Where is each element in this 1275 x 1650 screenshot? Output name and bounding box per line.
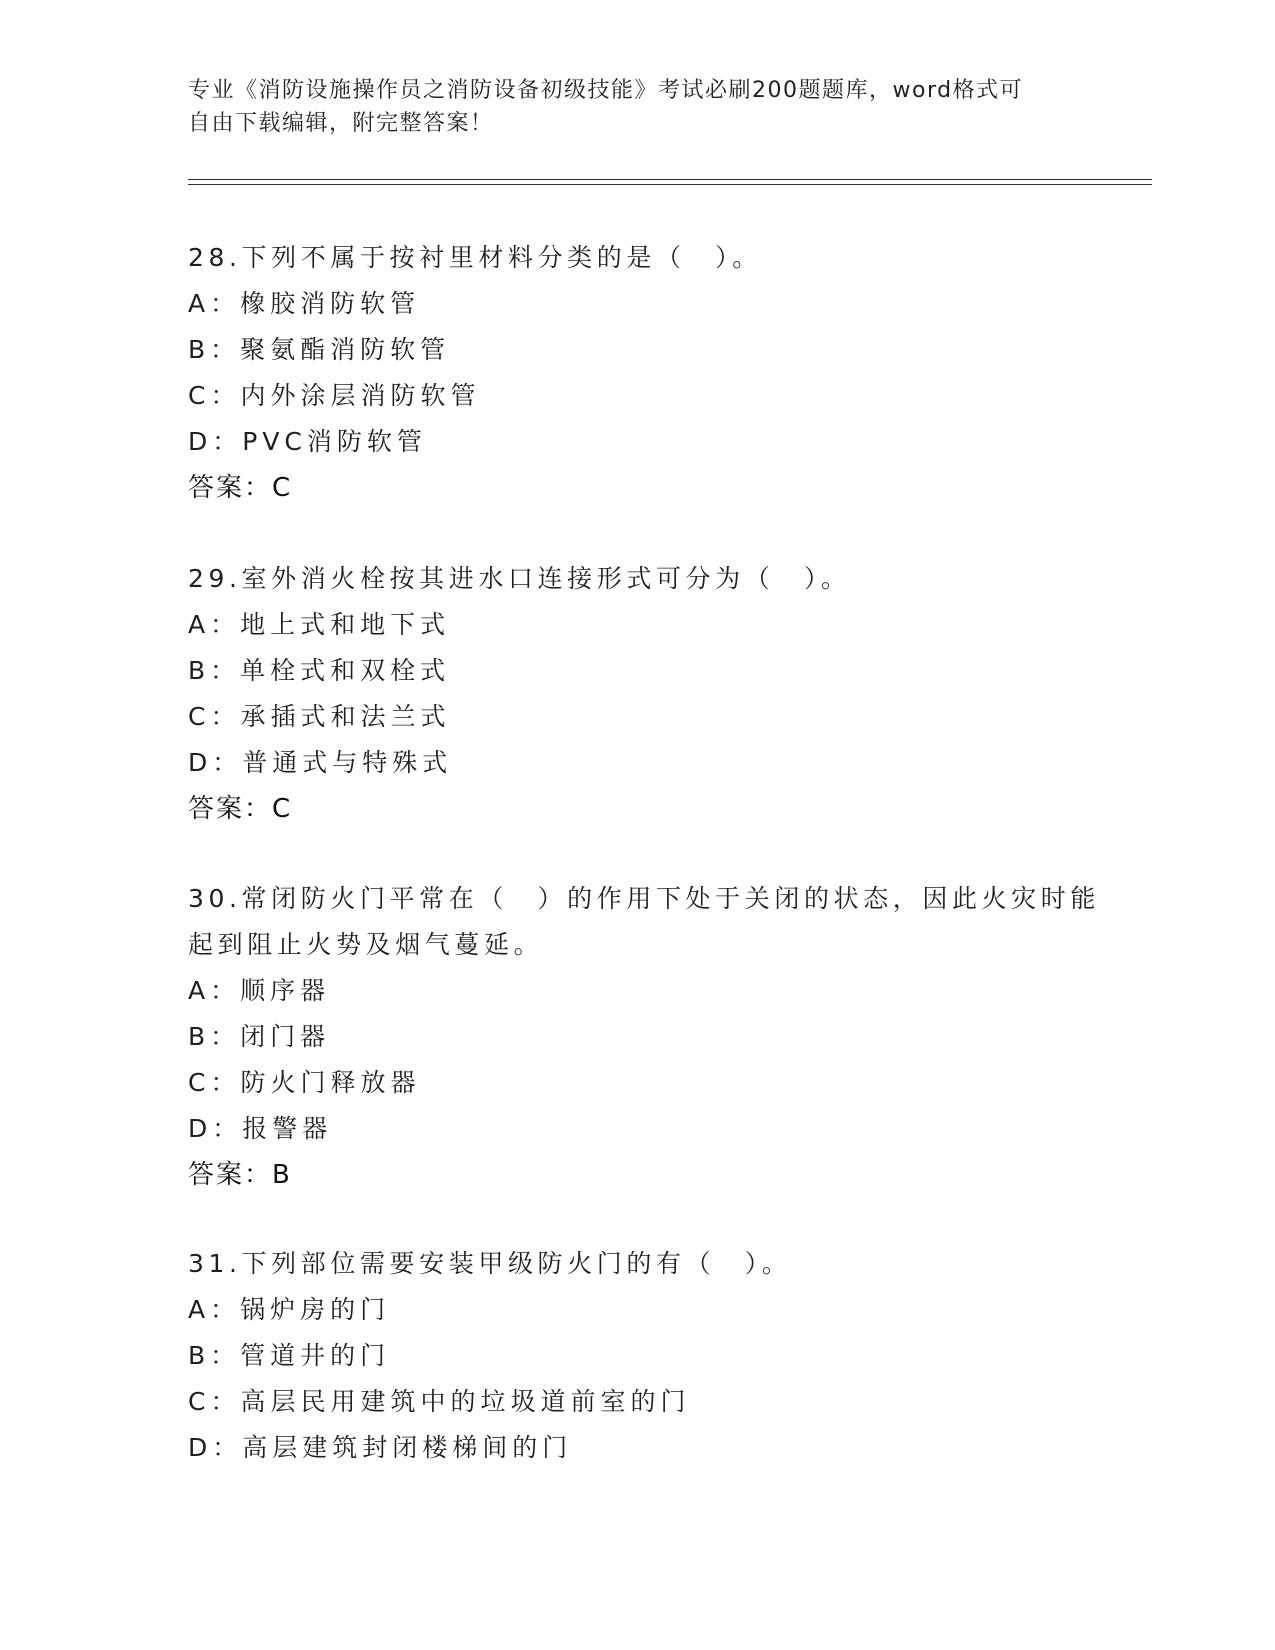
option-c: C：内外涂层消防软管 [188,381,481,410]
header-divider-top [188,179,1152,180]
option-d: D：普通式与特殊式 [188,748,453,777]
option-b: B：聚氨酯消防软管 [188,335,451,364]
question-30 [188,876,1100,1198]
document-header [188,74,1088,140]
option-d: D：高层建筑封闭楼梯间的门 [188,1433,573,1462]
option-b: B：单栓式和双栓式 [188,656,451,685]
answer-label: 答案：C [188,794,293,824]
question-stem: 31.下列部位需要安装甲级防火门的有（ ）。 [188,1249,792,1278]
option-a: A：顺序器 [188,976,331,1005]
option-b: B：闭门器 [188,1022,331,1051]
option-c: C：防火门释放器 [188,1068,421,1097]
option-a: A：锅炉房的门 [188,1295,391,1324]
question-29 [188,556,1088,832]
answer-label: 答案：C [188,473,293,503]
question-stem-continued: 起到阻止火势及烟气蔓延。 [188,930,544,959]
question-stem: 29.室外消火栓按其进水口连接形式可分为（ ）。 [188,564,851,593]
question-28 [188,235,1088,511]
option-d: D：PVC消防软管 [188,427,427,456]
header-line-1: 专业《消防设施操作员之消防设备初级技能》考试必刷200题题库，word格式可 [188,78,1024,103]
option-c: C：高层民用建筑中的垃圾道前室的门 [188,1387,691,1416]
question-31 [188,1241,1088,1471]
option-a: A：地上式和地下式 [188,610,451,639]
answer-label: 答案：B [188,1160,292,1190]
option-b: B：管道井的门 [188,1341,391,1370]
option-c: C：承插式和法兰式 [188,702,451,731]
header-line-2: 自由下载编辑，附完整答案！ [188,111,494,136]
option-a: A：橡胶消防软管 [188,289,421,318]
question-stem: 30.常闭防火门平常在（ ）的作用下处于关闭的状态，因此火灾时能 [188,884,1100,913]
header-divider-bottom [188,184,1152,185]
option-d: D：报警器 [188,1114,333,1143]
question-stem: 28.下列不属于按衬里材料分类的是（ ）。 [188,243,762,272]
